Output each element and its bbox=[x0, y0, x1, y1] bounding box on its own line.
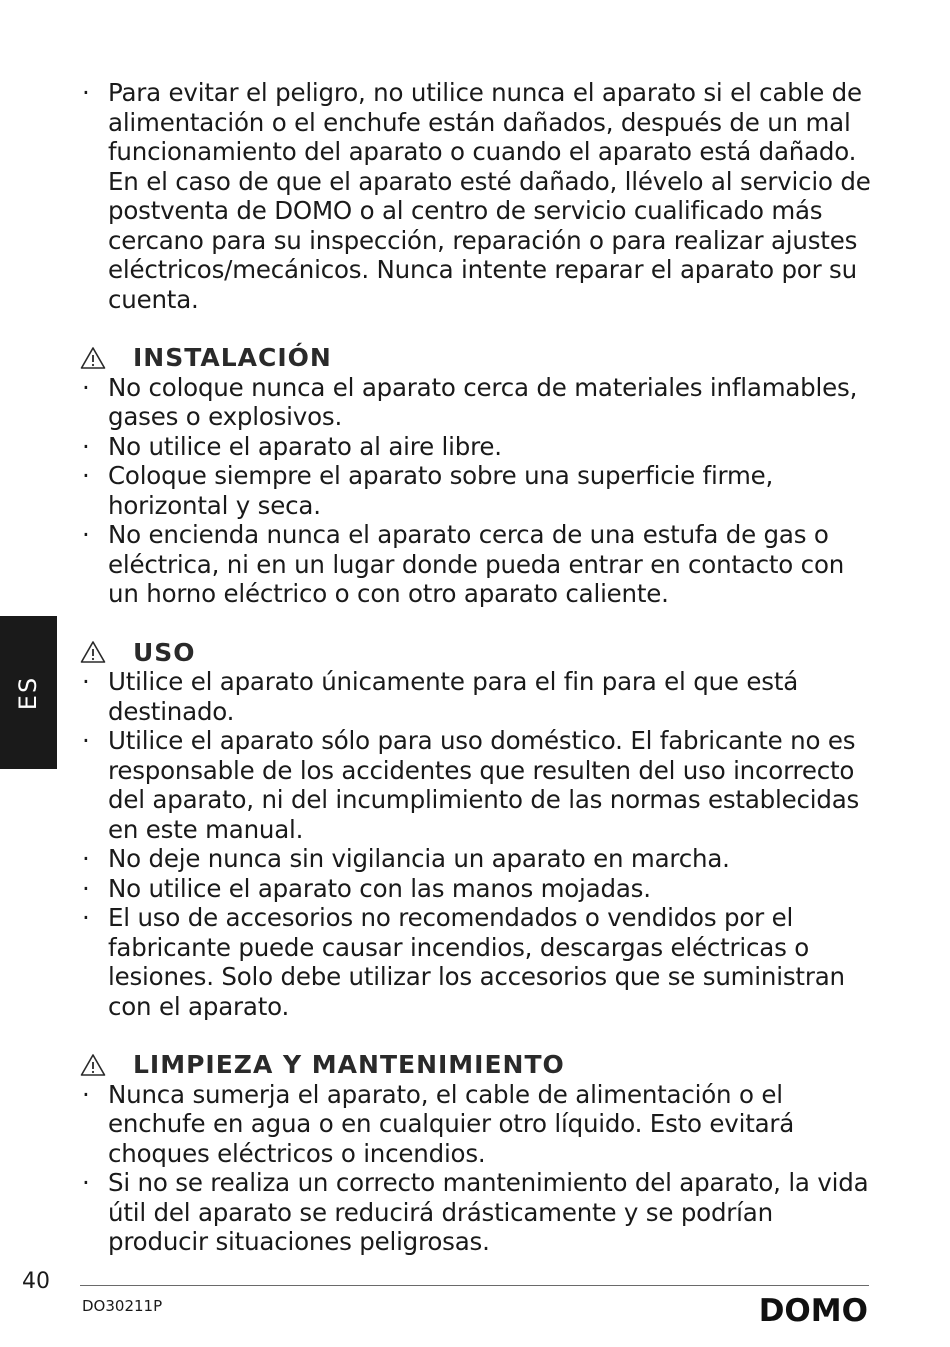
section-title: LIMPIEZA Y MANTENIMIENTO bbox=[133, 1050, 565, 1079]
list-item bbox=[80, 874, 880, 904]
list-item bbox=[80, 903, 880, 1021]
bullet: · bbox=[82, 461, 90, 490]
warning-triangle-icon bbox=[80, 346, 106, 370]
item-text: No deje nunca sin vigilancia un aparato en marcha. bbox=[108, 844, 730, 873]
list-item bbox=[80, 667, 880, 726]
warning-triangle-icon bbox=[80, 640, 106, 664]
section-uso bbox=[80, 638, 880, 1022]
section-limpieza bbox=[80, 1050, 880, 1257]
item-text: Para evitar el peligro, no utilice nunca el aparato si el cable de alimentación o el enchufe están dañados, después de un mal funcionamiento del aparato o cuando el aparato está dañado. En el caso de que el aparato esté dañado, llévelo al servicio de postventa de DOMO o al centro de servicio cualificado más cercano para su inspección, reparación o para realizar ajustes eléctricos/mecánicos. Nunca intente reparar el aparato por su cuenta. bbox=[108, 78, 871, 314]
footer-divider bbox=[80, 1285, 869, 1286]
item-text: El uso de accesorios no recomendados o vendidos por el fabricante puede causar incendios, descargas eléctricas o lesiones. Solo debe utilizar los accesorios que se suministran con el aparato. bbox=[108, 903, 845, 1021]
item-text: Si no se realiza un correcto mantenimiento del aparato, la vida útil del aparato se reducirá drásticamente y se podrían producir situaciones peligrosas. bbox=[108, 1168, 869, 1256]
bullet: · bbox=[82, 520, 90, 549]
item-text: No encienda nunca el aparato cerca de una estufa de gas o eléctrica, ni en un lugar donde pueda entrar en contacto con un horno eléctrico o con otro aparato caliente. bbox=[108, 520, 845, 608]
page-number: 40 bbox=[22, 1269, 50, 1294]
bullet: · bbox=[82, 903, 90, 932]
section-heading bbox=[80, 343, 880, 373]
list-item bbox=[80, 432, 880, 462]
language-label: ES bbox=[14, 675, 43, 710]
item-text: Coloque siempre el aparato sobre una superficie firme, horizontal y seca. bbox=[108, 461, 774, 520]
bullet: · bbox=[82, 1079, 90, 1109]
item-text: No utilice el aparato con las manos mojadas. bbox=[108, 873, 651, 903]
section-title: INSTALACIÓN bbox=[133, 343, 332, 372]
list-item bbox=[80, 1168, 880, 1257]
brand-logo: DOMO bbox=[758, 1293, 868, 1329]
bullet: · bbox=[82, 844, 90, 873]
bullet: · bbox=[82, 667, 90, 696]
item-text: Nunca sumerja el aparato, el cable de alimentación o el enchufe en agua o en cualquier otro líquido. Esto evitará choques eléctricos o incendios. bbox=[108, 1079, 795, 1168]
list-item bbox=[80, 520, 880, 609]
item-text: Utilice el aparato únicamente para el fin para el que está destinado. bbox=[108, 667, 799, 726]
bullet: · bbox=[82, 726, 90, 755]
item-text: No coloque nunca el aparato cerca de materiales inflamables, gases o explosivos. bbox=[108, 372, 858, 431]
item-text: Utilice el aparato sólo para uso doméstico. El fabricante no es responsable de los accidentes que resulten del uso incorrecto del aparato, ni del incumplimiento de las normas establecidas en este manual. bbox=[108, 726, 860, 844]
list-item bbox=[80, 1080, 880, 1169]
bullet: · bbox=[82, 431, 90, 461]
section-heading bbox=[80, 1050, 880, 1080]
language-tab bbox=[0, 616, 57, 769]
section-heading bbox=[80, 638, 880, 668]
list-item bbox=[80, 373, 880, 432]
intro-list bbox=[80, 78, 880, 314]
list-item bbox=[80, 726, 880, 844]
section-title: USO bbox=[133, 637, 196, 667]
item-text: No utilice el aparato al aire libre. bbox=[108, 431, 502, 461]
warning-triangle-icon bbox=[80, 1053, 106, 1077]
bullet: · bbox=[82, 1168, 90, 1197]
bullet: · bbox=[82, 78, 90, 107]
bullet: · bbox=[82, 372, 90, 402]
model-code: DO30211P bbox=[82, 1297, 163, 1315]
list-item bbox=[80, 844, 880, 874]
bullet: · bbox=[82, 873, 90, 903]
list-item bbox=[80, 78, 880, 314]
manual-content bbox=[80, 78, 880, 1257]
list-item bbox=[80, 461, 880, 520]
section-instalacion bbox=[80, 343, 880, 609]
